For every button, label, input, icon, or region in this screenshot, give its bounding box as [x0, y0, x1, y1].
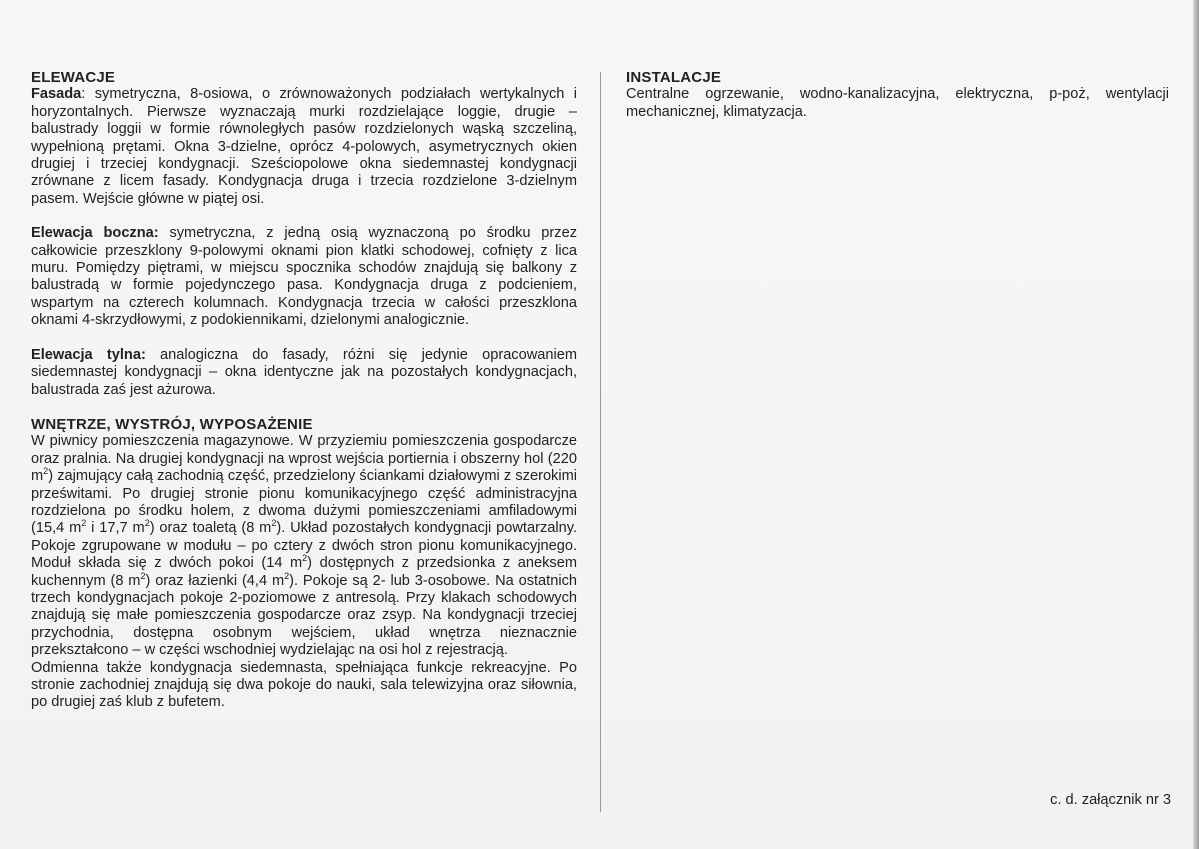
wnetrze-text-d: ) oraz toaletą (8 m	[149, 520, 272, 537]
wnetrze-text-c: i 17,7 m	[86, 520, 145, 537]
superscript: 2	[81, 518, 87, 529]
elewacja-tylna-label: Elewacja tylna:	[31, 346, 146, 363]
wnetrze-text-e: ). Układ pozostałych kondygnacji powtarzalny. Pokoje zgrupowane w modułu – po cztery z dwóch stron pionu komunikacyjnego. Moduł składa się z dwóch pokoi (14 m	[31, 520, 577, 572]
footer-label: c. d. załącznik nr 3	[1050, 792, 1171, 808]
elewacje-heading: ELEWACJE	[31, 69, 116, 86]
elewacja-boczna-text: symetryczna, z jedną osią wyznaczoną po środku przez całkowicie przeszklony 9-polowymi oknami pion klatki schodowej, cofnięty z lica muru. Pomiędzy piętrami, w miejscu spocznika schodów znajdują się balkony z balustradą w formie pojedynczego pasa. Kondygnacja druga z podcieniem, wspartym na czterech kolumnach. Kondygnacja trzecia w całości przeszklona oknami 4-skrzydłowymi, z podokiennikami, dzielonymi analogicznie.	[31, 225, 577, 329]
wnetrze-text-h: ). Pokoje są 2- lub 3-osobowe. Na ostatnich trzech kondygnacjach pokoje 2-poziomowe z antresolą. Przy klakach schodowych znajdują się małe pomieszczenia gospodarcze oraz zsyp. Na kondygnacji trzeciej przychodnia, dostępna osobnym wejściem, układ wnętrza nieznacznie przekształcono – w części wschodniej wydzielając na osi hol z rejestracją.	[31, 572, 577, 659]
column-divider	[600, 72, 601, 812]
wnetrze-heading: WNĘTRZE, WYSTRÓJ, WYPOSAŻENIE	[31, 415, 313, 433]
wnetrze-paragraph-1	[31, 433, 577, 659]
fasada-paragraph	[31, 86, 577, 208]
wnetrze-text-b: ) zajmujący całą zachodnią część, przedzielony ściankami działowymi z szerokimi prześwitami. Po drugiej stronie pionu komunikacyjnego część administracyjna rozdzielona po środku holem, z dwoma dużymi pomieszczeniami amfiladowymi (15,4 m	[31, 468, 577, 537]
instalacje-heading: INSTALACJE	[626, 69, 722, 86]
wnetrze-text-a: W piwnicy pomieszczenia magazynowe. W przyziemiu pomieszczenia gospodarcze oraz pralnia. Na drugiej kondygnacji na wprost wejścia portiernia i obszerny hol (220 m	[31, 433, 577, 485]
superscript: 2	[284, 570, 290, 581]
elewacja-tylna-paragraph	[31, 347, 577, 399]
superscript: 2	[302, 553, 308, 564]
fasada-label: Fasada	[31, 86, 82, 103]
superscript: 2	[271, 518, 277, 529]
page-edge	[1193, 0, 1199, 849]
elewacja-boczna-paragraph	[31, 225, 577, 329]
superscript: 2	[144, 518, 150, 529]
right-column	[626, 69, 1169, 121]
superscript: 2	[43, 466, 49, 477]
elewacja-tylna-text: analogiczna do fasady, różni się jedynie opracowaniem siedemnastej kondygnacji – okna identyczne jak na pozostałych kondygnacjach, balustrada zaś jest ażurowa.	[31, 346, 578, 398]
left-column	[31, 69, 577, 712]
instalacje-text: Centralne ogrzewanie, wodno-kanalizacyjna, elektryczna, p-poż, wentylacji mechanicznej, klimatyzacja.	[626, 86, 1169, 120]
wnetrze-text-f: ) dostępnych z przedsionka z aneksem kuchennym (8 m	[31, 555, 577, 589]
wnetrze-text-g: ) oraz łazienki (4,4 m	[145, 572, 285, 589]
superscript: 2	[140, 570, 146, 581]
fasada-text: : symetryczna, 8-osiowa, o zrównoważonych podziałach wertykalnych i horyzontalnych. Pierwsze wyznaczają murki rozdzielające loggie, drugie – balustrady loggii w formie równoległych pasów rozdzielonych wąską szczeliną, wypełnioną prętami. Okna 3-dzielne, oprócz 4-polowych, asymetrycznych okien drugiej i trzeciej kondygnacji. Sześciopolowe okna siedemnastej kondygnacji zrównane z licem fasady. Kondygnacja druga i trzecia rozdzielone 3-dzielnym pasem. Wejście główne w piątej osi.	[31, 86, 577, 207]
wnetrze-paragraph-2: Odmienna także kondygnacja siedemnasta, spełniająca funkcje rekreacyjne. Po stronie zachodniej znajdują się dwa pokoje do nauki, sala telewizyjna oraz siłownia, po drugiej zaś klub z bufetem.	[31, 659, 577, 711]
elewacja-boczna-label: Elewacja boczna:	[31, 225, 159, 242]
